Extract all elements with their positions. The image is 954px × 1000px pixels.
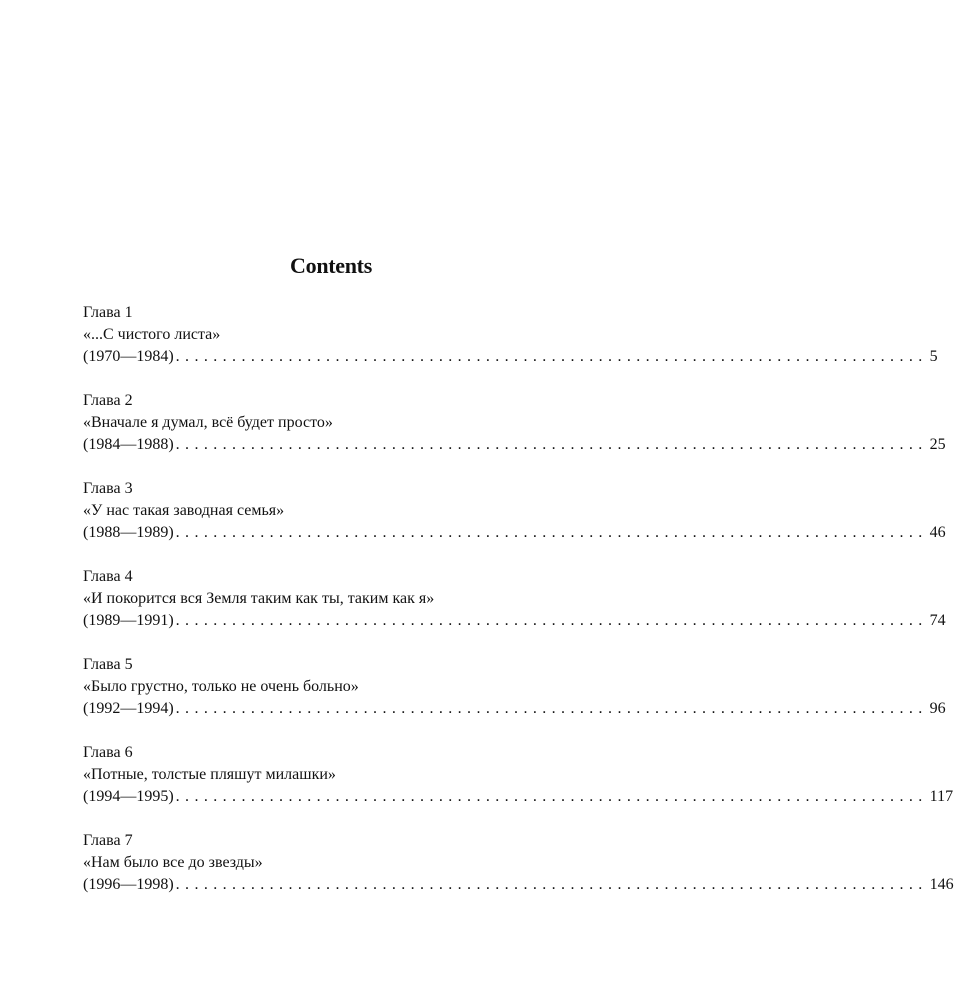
toc-entry-chapter-6[interactable] [83, 742, 954, 808]
chapter-years: (1989—1991) [83, 612, 174, 629]
chapter-years: (1996—1998) [83, 876, 174, 893]
dot-leader: ................................................................................ [175, 700, 928, 717]
page-number: 146 [929, 876, 954, 893]
chapter-title: «У нас такая заводная семья» [83, 502, 285, 519]
chapter-title: «Потные, толстые пляшут милашки» [83, 766, 336, 783]
toc-entry-chapter-5[interactable] [83, 654, 946, 720]
toc-entry-chapter-1[interactable] [83, 302, 938, 368]
page-number: 117 [929, 788, 954, 805]
page-number: 96 [929, 700, 946, 717]
page-number: 46 [929, 524, 946, 541]
chapter-years: (1992—1994) [83, 700, 174, 717]
chapter-label: Глава 3 [83, 480, 133, 497]
chapter-years: (1984—1988) [83, 436, 174, 453]
chapter-years-line [83, 610, 946, 632]
toc-entry-chapter-7[interactable] [83, 830, 954, 896]
chapter-years: (1970—1984) [83, 348, 174, 365]
chapter-years-line [83, 786, 954, 808]
dot-leader: ................................................................................ [175, 436, 928, 453]
page-number: 5 [929, 348, 938, 365]
page-number: 25 [929, 436, 946, 453]
chapter-label: Глава 1 [83, 304, 133, 321]
chapter-title: «Было грустно, только не очень больно» [83, 678, 359, 695]
dot-leader: ................................................................................ [175, 876, 928, 893]
chapter-years: (1988—1989) [83, 524, 174, 541]
chapter-label: Глава 6 [83, 744, 133, 761]
chapter-years: (1994—1995) [83, 788, 174, 805]
chapter-title: «Вначале я думал, всё будет просто» [83, 414, 333, 431]
page-title: Contents [290, 253, 372, 278]
toc-entry-chapter-3[interactable] [83, 478, 946, 544]
chapter-years-line [83, 434, 946, 456]
chapter-years-line [83, 874, 954, 896]
chapter-label: Глава 7 [83, 832, 133, 849]
chapter-title: «И покорится вся Земля таким как ты, таким как я» [83, 590, 435, 607]
dot-leader: ................................................................................ [175, 612, 928, 629]
toc-entry-chapter-2[interactable] [83, 390, 946, 456]
chapter-label: Глава 5 [83, 656, 133, 673]
toc-entry-chapter-4[interactable] [83, 566, 946, 632]
dot-leader: ................................................................................ [175, 788, 928, 805]
chapter-title: «Нам было все до звезды» [83, 854, 263, 871]
chapter-title: «...С чистого листа» [83, 326, 221, 343]
chapter-label: Глава 2 [83, 392, 133, 409]
page-number: 74 [929, 612, 946, 629]
dot-leader: ................................................................................ [175, 524, 928, 541]
dot-leader: ................................................................................ [175, 348, 928, 365]
chapter-years-line [83, 346, 938, 368]
chapter-years-line [83, 522, 946, 544]
chapter-years-line [83, 698, 946, 720]
chapter-label: Глава 4 [83, 568, 133, 585]
table-of-contents [83, 302, 954, 918]
